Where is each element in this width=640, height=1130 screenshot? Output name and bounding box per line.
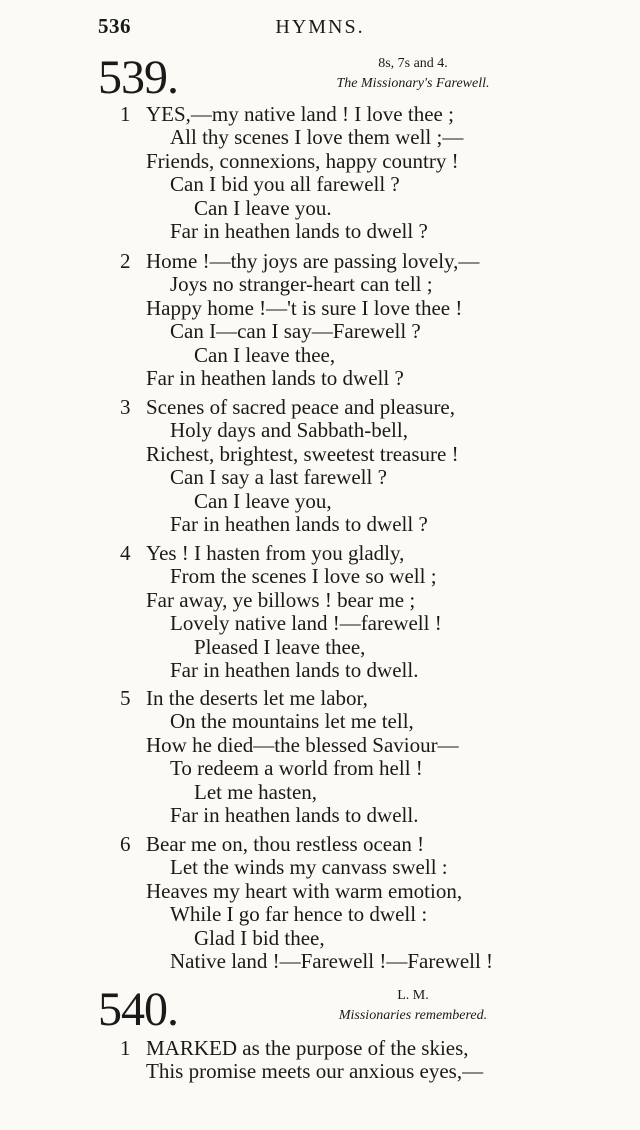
stanza-number: 6 (120, 832, 131, 856)
running-head: HYMNS. (275, 16, 365, 38)
verse-line: Far in heathen lands to dwell ? (146, 365, 404, 390)
stanza-539-4 (120, 542, 580, 682)
verse-line: Joys no stranger-heart can tell ; (170, 272, 433, 297)
verse-line: Native land !—Farewell !—Farewell ! (170, 948, 494, 973)
stanza-number: 2 (120, 249, 131, 273)
stanza-539-5 (120, 687, 580, 827)
verse-line: From the scenes I love so well ; (170, 564, 437, 589)
verse-line: Scenes of sacred peace and pleasure, (146, 395, 456, 419)
verse-line: Far in heathen lands to dwell ? (170, 218, 428, 243)
verse-line: While I go far hence to dwell : (170, 902, 428, 927)
verse-line: Far away, ye billows ! bear me ; (146, 587, 416, 612)
verse-line: Can I bid you all farewell ? (170, 172, 400, 197)
verse-line: Far in heathen lands to dwell. (170, 657, 419, 682)
stanza-number: 5 (120, 686, 131, 710)
hymn-number: 540. (98, 983, 178, 1036)
verse-line: All thy scenes I love them well ;— (170, 125, 464, 150)
stanza-number: 1 (120, 102, 131, 126)
hymn-meter: 8s, 7s and 4. (378, 56, 448, 71)
hymn-meter: L. M. (397, 988, 429, 1003)
hymn-title: The Missionary's Farewell. (336, 76, 490, 91)
verse-line: Glad I bid thee, (194, 925, 325, 950)
verse-line: YES,—my native land ! I love thee ; (146, 102, 454, 126)
verse-line: Can I leave you. (194, 195, 332, 220)
stanza-number: 4 (120, 541, 131, 565)
verse-line: Can I leave you, (194, 488, 332, 513)
verse-line: Richest, brightest, sweetest treasure ! (146, 441, 459, 466)
verse-line: Home !—thy joys are passing lovely,— (146, 249, 480, 273)
verse-line: Let the winds my canvass swell : (170, 855, 448, 880)
stanza-539-6 (120, 833, 580, 973)
stanza-539-2 (120, 250, 580, 390)
verse-line: Lovely native land !—farewell ! (170, 611, 442, 636)
verse-line: To redeem a world from hell ! (170, 756, 423, 781)
verse-line: Far in heathen lands to dwell. (170, 802, 419, 827)
verse-line: Bear me on, thou restless ocean ! (146, 832, 425, 856)
verse-line: MARKED as the purpose of the skies, (146, 1036, 469, 1060)
stanza-539-1 (120, 103, 580, 243)
verse-line: Can I say a last farewell ? (170, 465, 387, 490)
verse-line: This promise meets our anxious eyes,— (146, 1059, 484, 1084)
verse-line: Yes ! I hasten from you gladly, (146, 541, 405, 565)
stanza-number: 1 (120, 1036, 131, 1060)
verse-line: In the deserts let me labor, (146, 686, 368, 710)
verse-line: Pleased I leave thee, (194, 634, 366, 659)
hymn-title: Missionaries remembered. (338, 1008, 488, 1023)
verse-line: Heaves my heart with warm emotion, (146, 878, 463, 903)
verse-line: Let me hasten, (194, 779, 318, 804)
verse-line: On the mountains let me tell, (170, 709, 414, 734)
stanza-540-1 (120, 1037, 580, 1084)
verse-line: Far in heathen lands to dwell ? (170, 511, 428, 536)
hymn-number: 539. (98, 51, 178, 104)
verse-line: Happy home !—'t is sure I love thee ! (146, 295, 463, 320)
verse-line: Holy days and Sabbath-bell, (170, 418, 408, 443)
verse-line: Friends, connexions, happy country ! (146, 148, 459, 173)
stanza-number: 3 (120, 395, 131, 419)
verse-line: Can I—can I say—Farewell ? (170, 319, 421, 344)
page-number: 536 (98, 14, 131, 38)
stanza-539-3 (120, 396, 580, 536)
verse-line: Can I leave thee, (194, 342, 336, 367)
verse-line: How he died—the blessed Saviour— (146, 732, 459, 757)
